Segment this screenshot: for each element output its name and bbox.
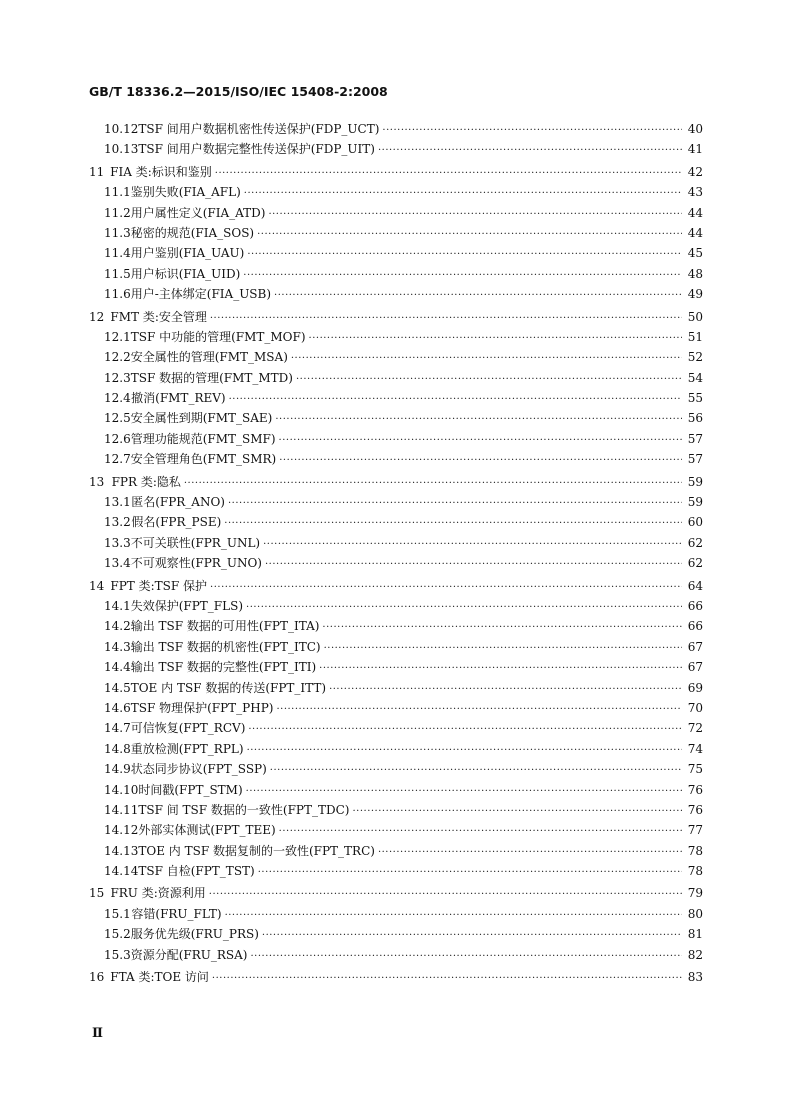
toc-entry[interactable] bbox=[89, 492, 703, 512]
dot-leader bbox=[324, 639, 682, 659]
toc-entry-page: 66 bbox=[687, 598, 703, 613]
dot-leader bbox=[250, 947, 682, 967]
toc-entry-page: 64 bbox=[687, 578, 703, 593]
toc-entry-title: 可信恢复(FPT_RCV) bbox=[130, 721, 246, 736]
toc-entry-title: 安全属性的管理(FMT_MSA) bbox=[130, 350, 288, 365]
toc-entry-number: 11.2 bbox=[104, 205, 131, 220]
toc-entry-page: 83 bbox=[687, 970, 703, 985]
toc-entry-number: 11.3 bbox=[104, 225, 131, 240]
toc-entry-title: 撤消(FMT_REV) bbox=[131, 391, 226, 406]
toc-entry-page: 76 bbox=[687, 802, 703, 817]
toc-entry-number: 11.5 bbox=[104, 266, 131, 281]
toc-entry[interactable] bbox=[89, 800, 703, 820]
toc-entry-title: TOE 内 TSF 数据的传送(FPT_ITT) bbox=[130, 680, 327, 695]
toc-entry[interactable] bbox=[89, 472, 703, 492]
toc-entry-number: 14.10 bbox=[104, 782, 139, 797]
dot-leader bbox=[248, 720, 682, 740]
toc-entry[interactable] bbox=[89, 739, 703, 759]
toc-entry[interactable] bbox=[89, 576, 703, 596]
toc-entry[interactable] bbox=[89, 553, 703, 573]
toc-entry-title: 假名(FPR_PSE) bbox=[131, 515, 222, 530]
toc-entry-page: 70 bbox=[687, 700, 703, 715]
dot-leader bbox=[279, 431, 682, 451]
dot-leader bbox=[329, 680, 682, 700]
toc-entry[interactable] bbox=[89, 429, 703, 449]
toc-entry-title: 输出 TSF 数据的机密性(FPT_ITC) bbox=[130, 639, 321, 654]
toc-entry-number: 10.12 bbox=[104, 122, 139, 136]
toc-entry-page: 54 bbox=[687, 370, 703, 385]
dot-leader bbox=[309, 329, 682, 349]
toc-entry-page: 77 bbox=[687, 823, 703, 838]
toc-entry-page: 80 bbox=[687, 906, 703, 921]
dot-leader bbox=[225, 906, 682, 926]
toc-entry[interactable] bbox=[89, 657, 703, 677]
toc-entry-page: 81 bbox=[687, 927, 703, 942]
dot-leader bbox=[247, 741, 682, 761]
toc-entry-number: 10.13 bbox=[104, 142, 139, 157]
toc-entry-number: 12 bbox=[89, 309, 105, 324]
toc-entry-number: 12.6 bbox=[104, 431, 131, 446]
toc-entry-number: 14.3 bbox=[104, 639, 131, 654]
dot-leader bbox=[224, 514, 682, 534]
toc-entry-number: 14.9 bbox=[104, 762, 131, 777]
toc-entry[interactable] bbox=[89, 327, 703, 347]
toc-entry-title: 资源分配(FRU_RSA) bbox=[130, 947, 248, 962]
dot-leader bbox=[229, 390, 682, 410]
page-number-footer: Ⅱ bbox=[92, 1026, 103, 1041]
toc-entry-number: 16 bbox=[89, 970, 105, 985]
toc-entry-number: 11.6 bbox=[104, 287, 131, 302]
dot-leader bbox=[270, 761, 682, 781]
toc-entry[interactable] bbox=[89, 861, 703, 881]
toc-entry-title: 时间戳(FPT_STM) bbox=[138, 782, 243, 797]
toc-entry-page: 55 bbox=[687, 391, 703, 406]
toc-entry-number: 12.7 bbox=[104, 452, 131, 467]
dot-leader bbox=[319, 659, 682, 679]
toc-entry[interactable] bbox=[89, 408, 703, 428]
toc-entry-title: 安全属性到期(FMT_SAE) bbox=[130, 411, 273, 426]
toc-entry-title: 容错(FRU_FLT) bbox=[131, 906, 222, 921]
toc-entry-number: 11 bbox=[89, 164, 105, 179]
toc-entry-title: 用户标识(FIA_UID) bbox=[130, 266, 241, 281]
toc-entry-page: 78 bbox=[687, 864, 703, 879]
toc-entry-page: 48 bbox=[687, 266, 703, 281]
toc-entry-page: 56 bbox=[687, 411, 703, 426]
toc-entry-number: 15.3 bbox=[104, 947, 131, 962]
toc-entry-title: TSF 自检(FPT_TST) bbox=[138, 864, 255, 879]
dot-leader bbox=[258, 863, 682, 883]
toc-entry[interactable] bbox=[89, 718, 703, 738]
toc-entry-page: 72 bbox=[687, 721, 703, 736]
toc-entry[interactable] bbox=[89, 203, 703, 223]
dot-leader bbox=[296, 370, 682, 390]
toc-entry-title: TOE 内 TSF 数据复制的一致性(FPT_TRC) bbox=[138, 843, 375, 858]
toc-entry-page: 51 bbox=[687, 329, 703, 344]
toc-entry[interactable] bbox=[89, 945, 703, 965]
dot-leader bbox=[262, 926, 682, 946]
toc-entry-title: FPR 类:隐私 bbox=[111, 474, 181, 489]
toc-entry-page: 40 bbox=[687, 122, 703, 136]
toc-entry-title: FTA 类:TOE 访问 bbox=[110, 970, 209, 985]
toc-entry-page: 69 bbox=[687, 680, 703, 695]
dot-leader bbox=[246, 782, 682, 802]
toc-entry-title: 外部实体测试(FPT_TEE) bbox=[138, 823, 276, 838]
toc-entry[interactable] bbox=[89, 243, 703, 263]
dot-leader bbox=[215, 164, 682, 184]
toc-entry-number: 14.1 bbox=[104, 598, 131, 613]
toc-entry-title: 用户-主体绑定(FIA_USB) bbox=[130, 287, 272, 302]
toc-entry-number: 14.7 bbox=[104, 721, 131, 736]
dot-leader bbox=[257, 225, 682, 245]
toc-entry-title: 服务优先级(FRU_PRS) bbox=[130, 927, 259, 942]
toc-entry-number: 14.8 bbox=[104, 741, 131, 756]
toc-entry-number: 12.1 bbox=[104, 329, 131, 344]
toc-entry-page: 79 bbox=[687, 886, 703, 901]
dot-leader bbox=[246, 598, 682, 618]
dot-leader bbox=[276, 700, 682, 720]
toc-entry[interactable] bbox=[89, 678, 703, 698]
dot-leader bbox=[268, 205, 682, 225]
toc-entry-title: FPT 类:TSF 保护 bbox=[110, 578, 208, 593]
toc-entry-number: 12.4 bbox=[104, 391, 131, 406]
toc-entry-page: 62 bbox=[687, 556, 703, 571]
toc-entry-number: 15 bbox=[89, 886, 105, 901]
toc-entry-title: FIA 类:标识和鉴别 bbox=[110, 164, 212, 179]
toc-entry-number: 14.4 bbox=[104, 660, 131, 675]
toc-entry[interactable] bbox=[89, 223, 703, 243]
toc-entry[interactable] bbox=[89, 780, 703, 800]
toc-entry-title: TSF 间 TSF 数据的一致性(FPT_TDC) bbox=[138, 802, 350, 817]
toc-entry-page: 74 bbox=[687, 741, 703, 756]
toc-entry-number: 14.14 bbox=[104, 864, 139, 879]
toc-entry[interactable] bbox=[89, 284, 703, 304]
toc-entry-number: 11.1 bbox=[104, 185, 131, 200]
dot-leader bbox=[228, 494, 682, 514]
toc-entry[interactable] bbox=[89, 139, 703, 159]
toc-entry-page: 44 bbox=[687, 225, 703, 240]
dot-leader bbox=[210, 309, 682, 329]
toc-entry-number: 12.2 bbox=[104, 350, 131, 365]
toc-entry-page: 49 bbox=[687, 287, 703, 302]
dot-leader bbox=[209, 885, 682, 905]
toc-entry[interactable] bbox=[89, 119, 703, 139]
toc-entry-page: 52 bbox=[687, 350, 703, 365]
toc-entry-title: 不可关联性(FPR_UNL) bbox=[130, 535, 261, 550]
toc-entry-page: 42 bbox=[687, 164, 703, 179]
toc-entry[interactable] bbox=[89, 449, 703, 469]
toc-entry-page: 60 bbox=[687, 515, 703, 530]
toc-entry-page: 57 bbox=[687, 431, 703, 446]
toc-entry[interactable] bbox=[89, 841, 703, 861]
toc-entry[interactable] bbox=[89, 904, 703, 924]
dot-leader bbox=[378, 141, 682, 161]
toc-entry-number: 14.13 bbox=[104, 843, 139, 858]
toc-entry-title: 失效保护(FPT_FLS) bbox=[130, 598, 244, 613]
dot-leader bbox=[275, 410, 682, 430]
toc-entry-number: 15.1 bbox=[104, 906, 131, 921]
dot-leader bbox=[244, 184, 682, 204]
toc-entry-title: FMT 类:安全管理 bbox=[110, 309, 207, 324]
dot-leader bbox=[291, 349, 682, 369]
dot-leader bbox=[274, 286, 682, 306]
dot-leader bbox=[382, 121, 682, 141]
toc-entry[interactable] bbox=[89, 637, 703, 657]
toc-entry-title: 鉴别失败(FIA_AFL) bbox=[130, 185, 241, 200]
toc-entry[interactable] bbox=[89, 162, 703, 182]
toc-entry-page: 67 bbox=[687, 660, 703, 675]
dot-leader bbox=[184, 474, 682, 494]
toc-entry-number: 14.11 bbox=[104, 802, 139, 817]
dot-leader bbox=[352, 802, 682, 822]
toc-entry-number: 14.12 bbox=[104, 823, 139, 838]
toc-entry-title: TSF 中功能的管理(FMT_MOF) bbox=[130, 329, 306, 344]
toc-entry[interactable] bbox=[89, 264, 703, 284]
toc-entry-page: 44 bbox=[687, 205, 703, 220]
toc-entry-page: 76 bbox=[687, 782, 703, 797]
toc-entry[interactable] bbox=[89, 596, 703, 616]
toc-entry[interactable] bbox=[89, 698, 703, 718]
toc-entry[interactable] bbox=[89, 883, 703, 903]
toc-entry-page: 59 bbox=[687, 495, 703, 510]
dot-leader bbox=[212, 969, 682, 989]
toc-entry-title: 管理功能规范(FMT_SMF) bbox=[130, 431, 276, 446]
toc-entry-title: 安全管理角色(FMT_SMR) bbox=[130, 452, 277, 467]
toc-entry[interactable] bbox=[89, 368, 703, 388]
toc-entry-number: 14 bbox=[89, 578, 105, 593]
toc-entry-title: 不可观察性(FPR_UNO) bbox=[130, 556, 262, 571]
toc-entry-number: 11.4 bbox=[104, 246, 131, 261]
toc-entry[interactable] bbox=[89, 182, 703, 202]
toc-entry[interactable] bbox=[89, 388, 703, 408]
toc-entry-page: 67 bbox=[687, 639, 703, 654]
toc-entry-page: 78 bbox=[687, 843, 703, 858]
toc-entry-page: 82 bbox=[687, 947, 703, 962]
toc-entry-number: 14.5 bbox=[104, 680, 131, 695]
toc-entry-title: 重放检测(FPT_RPL) bbox=[130, 741, 244, 756]
dot-leader bbox=[265, 555, 682, 575]
toc-entry-title: 输出 TSF 数据的完整性(FPT_ITI) bbox=[130, 660, 317, 675]
toc-entry-title: 用户鉴别(FIA_UAU) bbox=[130, 246, 245, 261]
toc-entry-page: 41 bbox=[687, 142, 703, 157]
toc-entry-page: 59 bbox=[687, 474, 703, 489]
toc-entry-number: 13.2 bbox=[104, 515, 131, 530]
dot-leader bbox=[247, 245, 682, 265]
document-header: GB/T 18336.2—2015/ISO/IEC 15408-2:2008 bbox=[89, 84, 388, 99]
toc-entry[interactable] bbox=[89, 820, 703, 840]
toc-entry-number: 15.2 bbox=[104, 927, 131, 942]
toc-entry-title: 秘密的规范(FIA_SOS) bbox=[130, 225, 255, 240]
toc-entry-page: 66 bbox=[687, 619, 703, 634]
toc-entry-number: 12.3 bbox=[104, 370, 131, 385]
toc-entry-title: 匿名(FPR_ANO) bbox=[131, 495, 225, 510]
toc-entry-number: 13.3 bbox=[104, 535, 131, 550]
toc-entry-number: 13.1 bbox=[104, 495, 131, 510]
toc-entry-title: TSF 间用户数据机密性传送保护(FDP_UCT) bbox=[138, 122, 380, 136]
dot-leader bbox=[279, 451, 682, 471]
toc-entry-number: 13 bbox=[89, 474, 105, 489]
toc-entry-title: TSF 数据的管理(FMT_MTD) bbox=[130, 370, 293, 385]
toc-entry[interactable] bbox=[89, 512, 703, 532]
toc-entry-page: 43 bbox=[687, 185, 703, 200]
dot-leader bbox=[279, 822, 682, 842]
toc-entry[interactable] bbox=[89, 307, 703, 327]
table-of-contents bbox=[89, 119, 703, 987]
toc-entry-title: 用户属性定义(FIA_ATD) bbox=[130, 205, 266, 220]
toc-entry-page: 62 bbox=[687, 535, 703, 550]
toc-entry-title: TSF 间用户数据完整性传送保护(FDP_UIT) bbox=[138, 142, 375, 157]
toc-entry-number: 13.4 bbox=[104, 556, 131, 571]
toc-entry-page: 57 bbox=[687, 452, 703, 467]
dot-leader bbox=[378, 843, 682, 863]
toc-entry-page: 45 bbox=[687, 246, 703, 261]
dot-leader bbox=[243, 266, 682, 286]
toc-entry[interactable] bbox=[89, 924, 703, 944]
toc-entry[interactable] bbox=[89, 533, 703, 553]
toc-entry-title: 状态同步协议(FPT_SSP) bbox=[130, 762, 267, 777]
dot-leader bbox=[210, 578, 682, 598]
toc-entry-title: FRU 类:资源利用 bbox=[110, 886, 206, 901]
dot-leader bbox=[263, 535, 682, 555]
dot-leader bbox=[322, 618, 682, 638]
toc-entry-title: 输出 TSF 数据的可用性(FPT_ITA) bbox=[130, 619, 320, 634]
toc-entry[interactable] bbox=[89, 967, 703, 987]
toc-entry[interactable] bbox=[89, 759, 703, 779]
toc-entry[interactable] bbox=[89, 347, 703, 367]
toc-entry-number: 14.2 bbox=[104, 619, 131, 634]
toc-entry-title: TSF 物理保护(FPT_PHP) bbox=[130, 700, 274, 715]
toc-entry-page: 75 bbox=[687, 762, 703, 777]
toc-entry[interactable] bbox=[89, 616, 703, 636]
toc-entry-page: 50 bbox=[687, 309, 703, 324]
toc-entry-number: 12.5 bbox=[104, 411, 131, 426]
toc-entry-number: 14.6 bbox=[104, 700, 131, 715]
